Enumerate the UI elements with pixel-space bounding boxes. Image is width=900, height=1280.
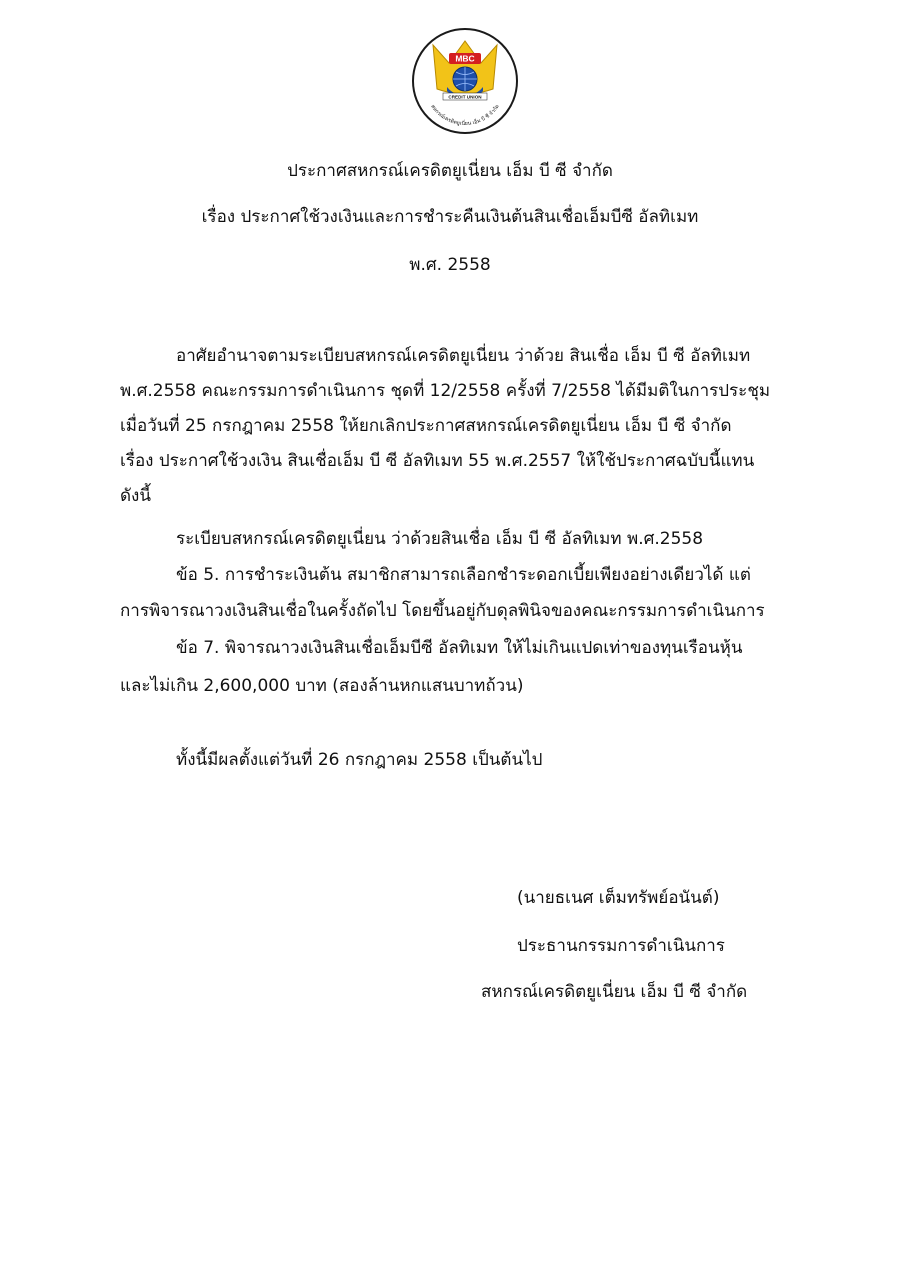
signatory-position: ประธานกรรมการดำเนินการ: [517, 936, 725, 956]
clause-7-line: และไม่เกิน 2,600,000 บาท (สองล้านหกแสนบาทถ้วน): [120, 676, 524, 696]
credit-union-logo: [411, 27, 519, 135]
clause-7-line: ข้อ 7. พิจารณาวงเงินสินเชื่อเอ็มบีซี อัลทิเมท ให้ไม่เกินแปดเท่าของทุนเรือนหุ้น: [176, 638, 743, 658]
paragraph-line: พ.ศ.2558 คณะกรรมการดำเนินการ ชุดที่ 12/2558 ครั้งที่ 7/2558 ได้มีมติในการประชุม: [120, 381, 771, 401]
announcement-year: พ.ศ. 2558: [409, 255, 491, 275]
regulation-line: ระเบียบสหกรณ์เครดิตยูเนี่ยน ว่าด้วยสินเชื่อ เอ็ม บี ซี อัลทิเมท พ.ศ.2558: [176, 529, 704, 549]
announcement-subject: เรื่อง ประกาศใช้วงเงินและการชำระคืนเงินต้นสินเชื่อเอ็มบีซี อัลทิเมท: [201, 207, 699, 227]
clause-5-line: ข้อ 5. การชำระเงินต้น สมาชิกสามารถเลือกชำระดอกเบี้ยเพียงอย่างเดียวได้ แต่: [176, 565, 751, 585]
logo-text-mbc: MBC: [455, 53, 475, 64]
effective-date-line: ทั้งนี้มีผลตั้งแต่วันที่ 26 กรกฎาคม 2558 เป็นต้นไป: [176, 750, 543, 770]
paragraph-line: ดังนี้: [120, 486, 151, 506]
logo-text-credit-union: CREDIT UNION: [448, 94, 482, 100]
clause-5-line: การพิจารณาวงเงินสินเชื่อในครั้งถัดไป โดยขึ้นอยู่กับดุลพินิจของคณะกรรมการดำเนินการ: [120, 601, 765, 621]
signatory-name: (นายธเนศ เต็มทรัพย์อนันต์): [517, 888, 720, 908]
logo-ring-text: สหกรณ์เครดิตยูเนี่ยน เอ็ม บี ซี จำกัด: [429, 103, 501, 128]
paragraph-line: เมื่อวันที่ 25 กรกฎาคม 2558 ให้ยกเลิกประกาศสหกรณ์เครดิตยูเนี่ยน เอ็ม บี ซี จำกัด: [120, 416, 732, 436]
announcement-title: ประกาศสหกรณ์เครดิตยูเนี่ยน เอ็ม บี ซี จำกัด: [287, 161, 613, 181]
paragraph-line: อาศัยอำนาจตามระเบียบสหกรณ์เครดิตยูเนี่ยน ว่าด้วย สินเชื่อ เอ็ม บี ซี อัลทิเมท: [176, 346, 751, 366]
paragraph-line: เรื่อง ประกาศใช้วงเงิน สินเชื่อเอ็ม บี ซี อัลทิเมท 55 พ.ศ.2557 ให้ใช้ประกาศฉบับนี้แทน: [120, 451, 755, 471]
signatory-organization: สหกรณ์เครดิตยูเนี่ยน เอ็ม บี ซี จำกัด: [481, 982, 748, 1002]
